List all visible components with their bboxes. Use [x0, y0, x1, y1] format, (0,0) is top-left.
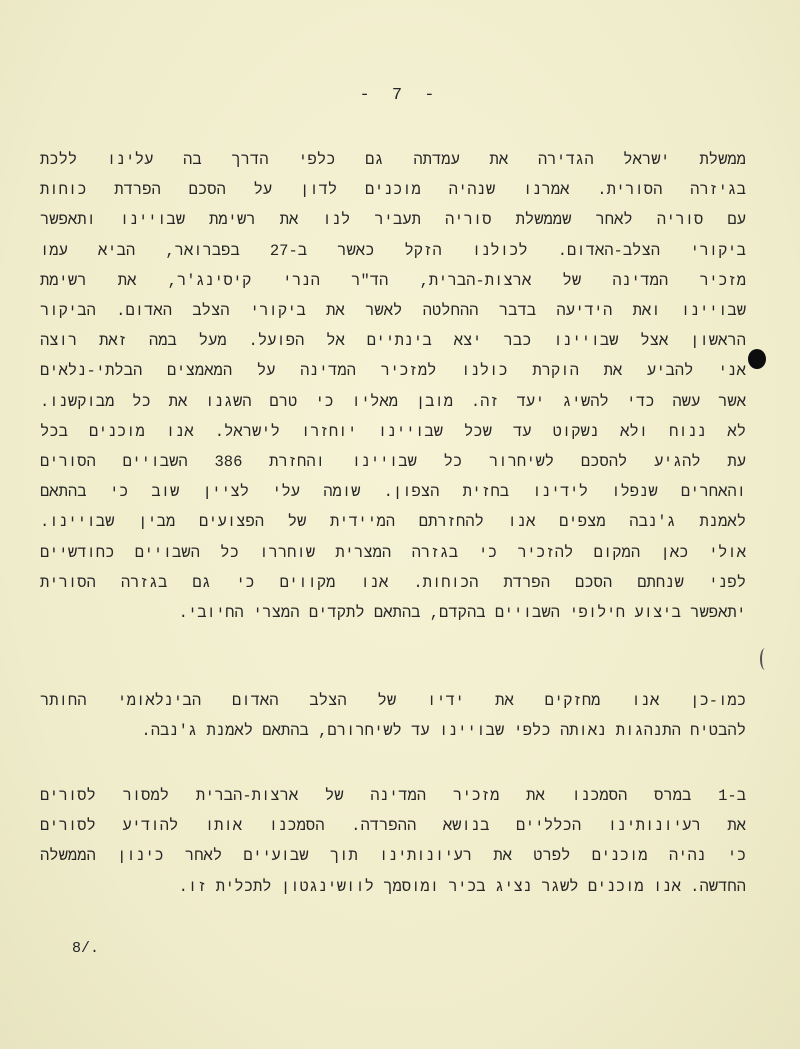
paragraph-red-cross: [40, 686, 746, 746]
text-line: ממשלת ישראל הגדירה את עמדתה גם כלפי הדרך בה עלינו ללכת: [40, 151, 746, 169]
text-line: אולי כאן המקום להזכיר כי בגזרה המצרית שוחררו כל השבויים כחודשיים: [40, 543, 746, 562]
text-line: אני להביע את הוקרת כולנו למזכיר המדינה על המאמצים הבלתי-נלאים: [40, 362, 746, 381]
text-line: ביקורי הצלב-האדום. לכולנו הזקל כאשר ב-27 בפברואר, הביא עמו: [40, 241, 746, 260]
text-line: עם סוריה לאחר שממשלת סוריה תעביר לנו את רשימת שבויינו ותאפשר: [40, 211, 746, 230]
text-line: ב-1 במרס הסמכנו את מזכיר המדינה של ארצות-הברית למסור לסורים: [40, 787, 746, 805]
paragraph-prisoners-exchange: [40, 145, 746, 628]
text-line: יתאפשר ביצוע חילופי השבויים בהקדם, בהתאם לתקדים המצרי החיובי.: [178, 604, 746, 623]
next-page-reference: 8/.: [72, 940, 100, 957]
text-line: אשר עשה כדי להשיג יעד זה. מובן מאליו כי טרם השגנו את כל מבוקשנו.: [40, 392, 746, 411]
text-line: החדשה. אנו מוכנים לשגר נציג בכיר ומוסמך לוושינגטון לתכלית זו.: [178, 877, 746, 896]
page-number: - 7 -: [359, 86, 441, 105]
text-line: עת להגיע להסכם לשיחרור כל שבויינו והחזרת 386 השבויים הסורים: [40, 453, 746, 472]
text-line: והאחרים שנפלו לידינו בחזית הצפון. שומה עלי לציין שוב כי בהתאם: [40, 483, 746, 502]
paragraph-secretary-of-state: [40, 781, 746, 902]
paper-mark: [760, 648, 770, 670]
text-line: כמו-כן אנו מחזקים את ידיו של הצלב האדום הבינלאומי החותר: [40, 692, 746, 710]
text-line: בגיזרה הסורית. אמרנו שנהיה מוכנים לדון על הסכם הפרדת כוחות: [40, 181, 746, 200]
text-line: שבויינו ואת הידיעה בדבר ההחלטה לאשר את ביקורי הצלב האדום. הביקור: [40, 302, 746, 321]
text-line: להבטיח התנהגות נאותה כלפי שבויינו עד לשיחרורם, בהתאם לאמנת ג'נבה.: [141, 722, 746, 741]
text-line: הראשון אצל שבויינו כבר יצא בינתיים אל הפועל. מעל במה זאת רוצה: [40, 332, 746, 351]
punch-hole: [748, 349, 766, 369]
text-line: לאמנת ג'נבה מצפים אנו להחזרתם המיידית של הפצועים מבין שבויינו.: [40, 513, 746, 532]
text-line: לא ננוח ולא נשקוט עד שכל שבויינו יוחזרו לישראל. אנו מוכנים בכל: [40, 422, 746, 441]
text-line: לפני שנחתם הסכם הפרדת הכוחות. אנו מקווים כי גם בגזרה הסורית: [40, 573, 746, 592]
text-line: את רעיונותינו הכלליים בנושא ההפרדה. הסמכנו אותו להודיע לסורים: [40, 817, 746, 836]
text-line: כי נהיה מוכנים לפרט את רעיונותינו תוך שבועיים לאחר כינון הממשלה: [40, 847, 746, 866]
text-line: מזכיר המדינה של ארצות-הברית, הד"ר הנרי קיסינג'ר, את רשימת: [40, 271, 746, 290]
